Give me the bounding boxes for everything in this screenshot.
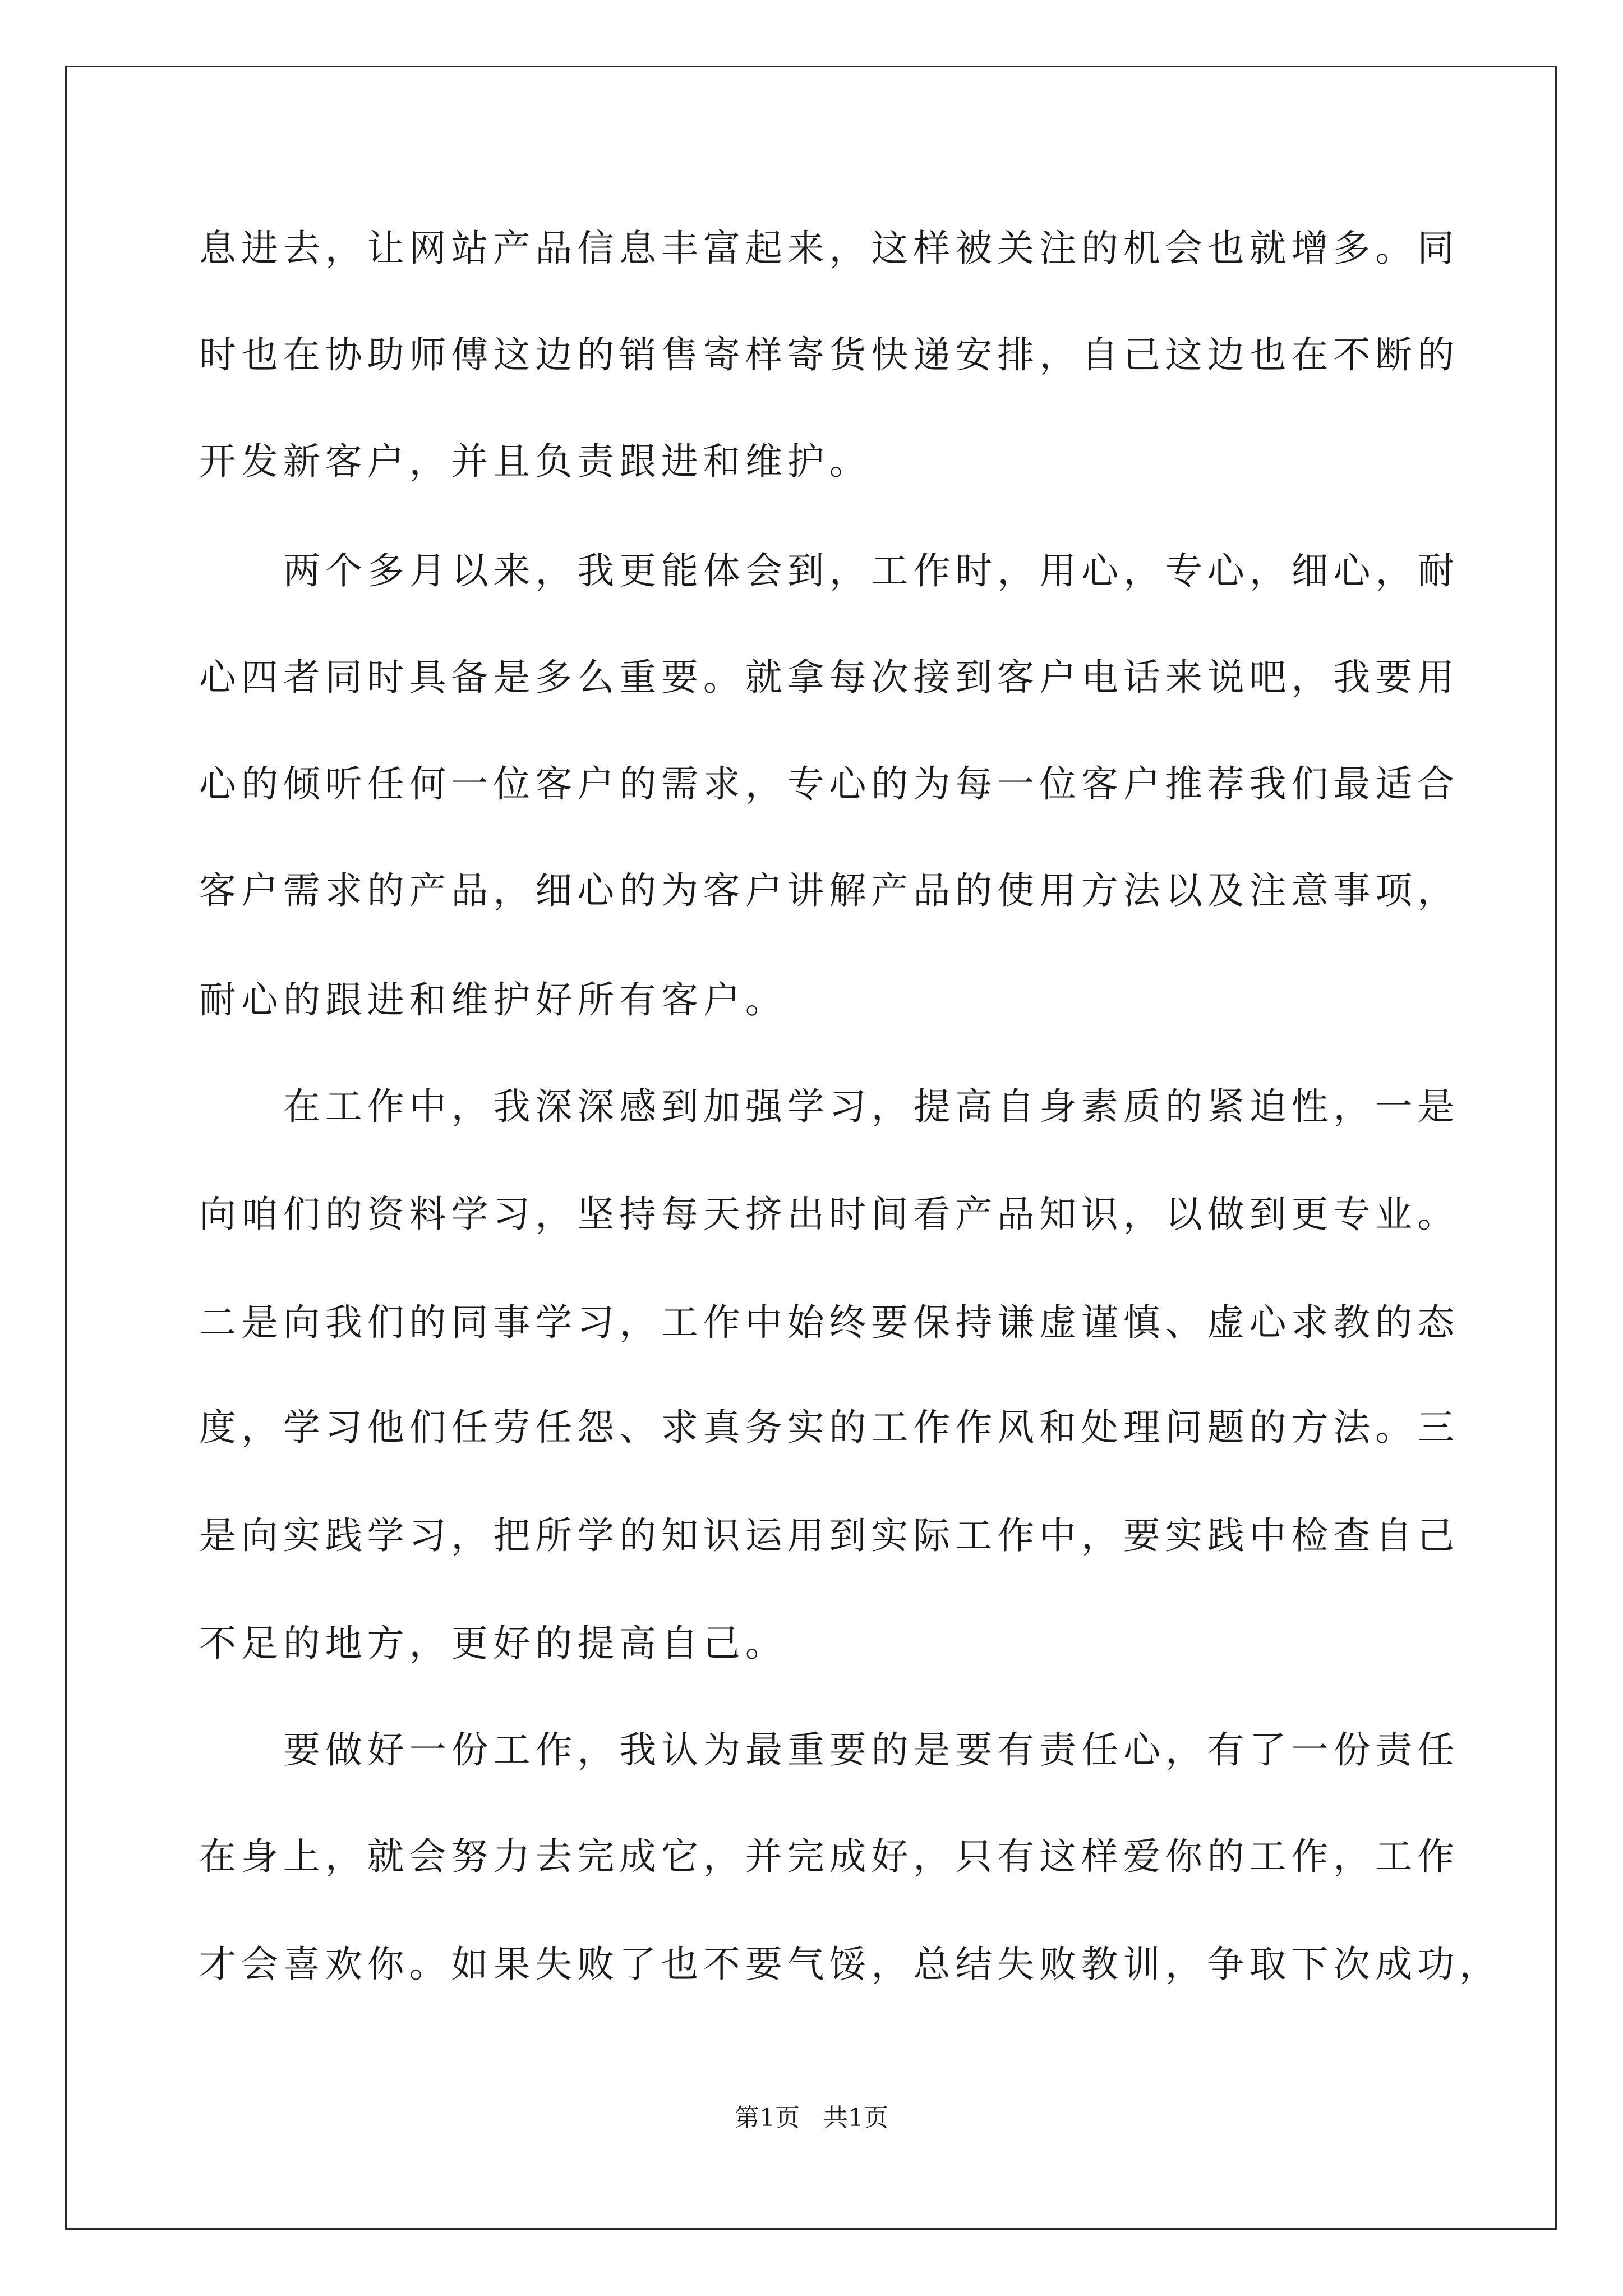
text-line: 才会喜欢你。如果失败了也不要气馁，总结失败教训，争取下次成功， bbox=[199, 1943, 1501, 1986]
text-line: 心的倾听任何一位客户的需求，专心的为每一位客户推荐我们最适合 bbox=[199, 762, 1459, 806]
text-line: 客户需求的产品，细心的为客户讲解产品的使用方法以及注意事项， bbox=[199, 869, 1459, 912]
text-line: 心四者同时具备是多么重要。就拿每次接到客户电话来说吧，我要用 bbox=[199, 656, 1459, 699]
text-line: 是向实践学习，把所学的知识运用到实际工作中，要实践中检查自己 bbox=[199, 1514, 1459, 1557]
text-line: 耐心的跟进和维护好所有客户。 bbox=[199, 978, 787, 1022]
paragraph-start-line: 在工作中，我深深感到加强学习，提高自身素质的紧迫性，一是 bbox=[283, 1085, 1460, 1128]
text-line: 二是向我们的同事学习，工作中始终要保持谦虚谨慎、虚心求教的态 bbox=[199, 1301, 1459, 1344]
text-line: 开发新客户，并且负责跟进和维护。 bbox=[199, 440, 872, 483]
paragraph-start-line: 要做好一份工作，我认为最重要的是要有责任心，有了一份责任 bbox=[283, 1728, 1460, 1772]
page-number-footer: 第1页 共1页 bbox=[735, 2104, 888, 2132]
text-line: 在身上，就会努力去完成它，并完成好，只有这样爱你的工作，工作 bbox=[199, 1835, 1459, 1878]
text-line: 息进去，让网站产品信息丰富起来，这样被关注的机会也就增多。同 bbox=[199, 227, 1459, 270]
text-line: 不足的地方，更好的提高自己。 bbox=[199, 1622, 787, 1665]
paragraph-start-line: 两个多月以来，我更能体会到，工作时，用心，专心，细心，耐 bbox=[283, 549, 1460, 592]
page-border bbox=[65, 66, 1557, 2230]
text-line: 时也在协助师傅这边的销售寄样寄货快递安排，自己这边也在不断的 bbox=[199, 333, 1459, 376]
text-line: 向咱们的资料学习，坚持每天挤出时间看产品知识，以做到更专业。 bbox=[199, 1193, 1459, 1236]
text-line: 度，学习他们任劳任怨、求真务实的工作作风和处理问题的方法。三 bbox=[199, 1406, 1459, 1449]
